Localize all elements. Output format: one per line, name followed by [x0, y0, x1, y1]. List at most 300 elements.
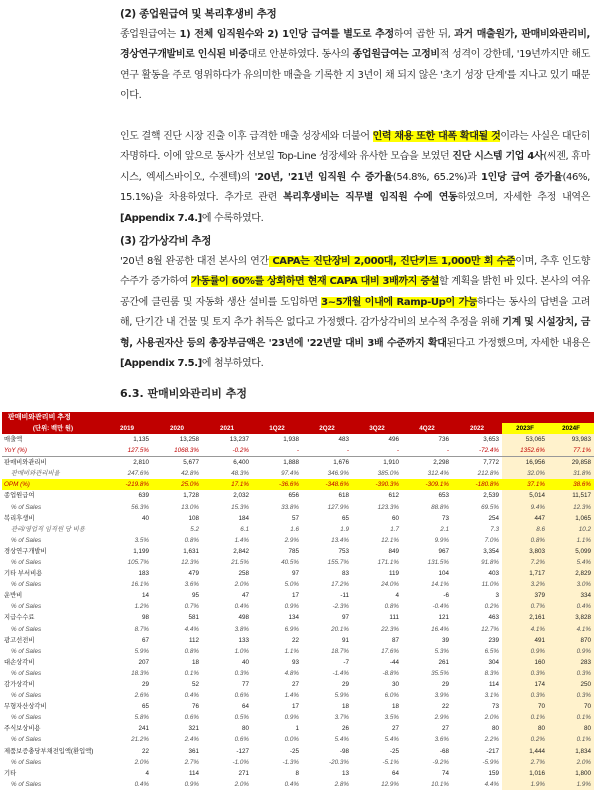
column-header: 1Q22	[252, 423, 302, 434]
table-cell: 22	[141, 747, 149, 755]
table-cell: 183	[138, 570, 149, 578]
table-cell: 0.0%	[284, 736, 299, 744]
table-cell: 60	[391, 514, 399, 522]
table-cell: 1,888	[252, 457, 302, 469]
table-cell: 3,354	[483, 547, 499, 555]
column-header: 3Q22	[352, 423, 402, 434]
table-cell: 80	[502, 723, 548, 734]
table-cell: 0.1%	[548, 734, 594, 745]
table-cell: 2,032	[233, 492, 249, 500]
table-cell: 9.9%	[434, 536, 449, 544]
bold-text: 복리후생비는 직무별 임직원 수에 연동	[282, 192, 458, 203]
table-cell: 88.8%	[431, 503, 449, 511]
row-label: % of Sales	[11, 503, 42, 511]
table-cell: 56.3%	[131, 503, 149, 511]
table-row	[2, 490, 594, 501]
row-label: % of Sales	[11, 647, 42, 655]
table-cell	[102, 524, 152, 535]
table-cell: -0.4%	[432, 603, 449, 611]
table-cell: -8.8%	[382, 669, 399, 677]
table-row	[2, 746, 594, 757]
table-cell: 1068.3%	[174, 447, 199, 455]
table-row	[2, 501, 594, 512]
table-cell: 131.5%	[427, 558, 449, 566]
row-label: % of Sales	[11, 714, 42, 722]
table-row	[2, 734, 594, 745]
text: 하다는 동사의 답변을 고려해, 단기간 내 건물 및 토지 추가 취득은 없다고 가정했다. 감가상각비의 보수적 추정을 위해	[120, 296, 591, 328]
table-cell: 97	[291, 570, 299, 578]
row-label: 무형자산상각비	[4, 703, 47, 711]
table-cell: -25	[289, 747, 299, 755]
table-cell: 80	[241, 725, 249, 733]
table-cell: 4.4%	[484, 780, 499, 788]
table-cell: 3.1%	[484, 692, 499, 700]
table-cell: 134	[288, 614, 299, 622]
row-label: 제품보증충당부채전입액(환입액)	[4, 747, 94, 755]
table-cell: 736	[438, 436, 449, 444]
table-cell: 239	[488, 636, 499, 644]
table-row	[2, 679, 594, 690]
table-cell: 18	[391, 703, 399, 711]
table-cell: 2,810	[102, 457, 152, 469]
table-cell: 2,161	[502, 612, 548, 623]
table-cell: 160	[502, 657, 548, 668]
table-cell: 1,065	[548, 513, 594, 524]
table-cell: 1.4%	[284, 692, 299, 700]
row-label: 종업원급여	[4, 492, 35, 500]
unit-label: (단위: 백만 원)	[2, 423, 102, 434]
table-cell: 0.8%	[384, 603, 399, 611]
appendix-reference: [Appendix 7.5.]	[120, 358, 202, 369]
table-cell: -309.1%	[402, 479, 452, 490]
table-cell: 40	[141, 514, 149, 522]
table-cell: 4.1%	[548, 624, 594, 635]
table-cell: 271	[238, 769, 249, 777]
section-title-sga: 6.3. 판매비와관리비 추정	[120, 387, 247, 400]
table-cell: 250	[548, 679, 594, 690]
table-cell: 53,065	[502, 434, 548, 445]
table-cell: 5.3%	[434, 647, 449, 655]
table-cell: 16.1%	[131, 581, 149, 589]
table-row	[2, 712, 594, 723]
bold-text: 1) 전체 임직원수와 2) 1인당 급여를 별도로 추정	[179, 28, 394, 40]
table-cell: 48.3%	[231, 470, 249, 478]
table-cell: 1.9%	[548, 779, 594, 790]
table-row	[2, 434, 594, 445]
table-cell: 98	[141, 614, 149, 622]
table-cell: 653	[438, 492, 449, 500]
table-cell: 261	[438, 658, 449, 666]
table-cell: 12.1%	[381, 536, 399, 544]
table-cell: 114	[188, 769, 199, 777]
table-cell: 67	[141, 636, 149, 644]
table-cell: 2.7%	[184, 758, 199, 766]
table-cell: 155.7%	[327, 558, 349, 566]
table-cell: 8.3%	[484, 669, 499, 677]
row-label: % of Sales	[11, 625, 42, 633]
table-cell: 1,717	[502, 568, 548, 579]
text: 적 성격이 강한데, '19년까지만 해도 연구 활동을 주로 영위하다가 유의미한 매출을 기록한 지 3년이 채 되지 않은 '초기 성장 단계'를 지나고 있기 때문이다.	[120, 49, 591, 101]
table-cell: 108	[188, 514, 199, 522]
column-header: 2021	[202, 423, 252, 434]
table-cell: 93	[291, 658, 299, 666]
table-cell: 22	[291, 636, 299, 644]
row-label: 기타	[4, 769, 17, 777]
table-cell: 35.5%	[431, 669, 449, 677]
table-cell: 618	[338, 492, 349, 500]
bold-text: 종업원급여는 고정비	[352, 49, 440, 60]
row-label: % of Sales	[11, 581, 42, 589]
table-cell: 29	[141, 681, 149, 689]
table-cell: 29	[341, 681, 349, 689]
table-cell: 753	[338, 547, 349, 555]
table-cell: 6.9%	[284, 625, 299, 633]
table-cell: 2.7%	[502, 757, 548, 768]
table-cell: 17.1%	[202, 479, 252, 490]
table-cell: -0.2%	[232, 447, 249, 455]
table-cell: 361	[188, 747, 199, 755]
row-label: YoY (%)	[4, 447, 27, 455]
table-cell: 1,676	[302, 457, 352, 469]
table-cell: 12.9%	[381, 780, 399, 788]
table-cell: 16,956	[502, 457, 548, 469]
row-label: 기타 부서비용	[4, 570, 43, 578]
table-cell: -127	[236, 747, 249, 755]
table-cell: 1.7	[390, 525, 399, 533]
table-cell: 247.6%	[127, 470, 149, 478]
table-cell: 304	[488, 658, 499, 666]
table-cell: 870	[548, 635, 594, 646]
table-cell: 52	[191, 681, 199, 689]
table-cell: 77.1%	[548, 445, 594, 457]
table-cell: 18	[341, 703, 349, 711]
table-cell: 3.6%	[434, 736, 449, 744]
table-cell: 1,910	[352, 457, 402, 469]
table-cell: 2.0%	[484, 714, 499, 722]
table-cell: 159	[488, 769, 499, 777]
table-cell: 5,677	[152, 457, 202, 469]
table-cell: 0.9%	[284, 603, 299, 611]
table-row	[2, 701, 594, 712]
table-cell: 0.1%	[548, 712, 594, 723]
table-cell: 40	[241, 658, 249, 666]
table-cell: 65	[141, 703, 149, 711]
table-row	[2, 535, 594, 546]
table-cell: -7	[343, 658, 349, 666]
paragraph-depreciation	[120, 252, 590, 375]
table-cell: 2.8%	[334, 780, 349, 788]
table-cell: 379	[502, 590, 548, 601]
table-cell: 76	[191, 703, 199, 711]
table-row	[2, 445, 594, 457]
table-cell: 207	[138, 658, 149, 666]
table-cell: 13,237	[229, 436, 249, 444]
table-cell: 64	[391, 769, 399, 777]
table-cell: 3.0%	[548, 579, 594, 590]
row-label: 관리/영업직 임직원 당 비용	[11, 525, 85, 533]
table-cell: 18	[191, 658, 199, 666]
table-cell: 114	[488, 681, 499, 689]
row-label: % of Sales	[11, 780, 42, 788]
column-header: 2Q22	[302, 423, 352, 434]
table-cell: -98	[339, 747, 349, 755]
text: '20년 8월 완공한 대전 본사의 연간	[120, 255, 269, 267]
sga-table	[2, 423, 594, 790]
table-cell: 0.6%	[184, 714, 199, 722]
table-row	[2, 657, 594, 668]
table-cell: 0.4%	[284, 780, 299, 788]
table-cell: 133	[238, 636, 249, 644]
table-cell: 70	[502, 701, 548, 712]
text: 하여 곱한 뒤,	[393, 28, 455, 40]
table-cell: 463	[488, 614, 499, 622]
table-row	[2, 757, 594, 768]
table-cell: -2.3%	[332, 603, 349, 611]
table-cell: 2.9%	[434, 714, 449, 722]
table-cell: 0.6%	[234, 736, 249, 744]
table-cell: -36.6%	[252, 479, 302, 490]
table-cell: -5.1%	[382, 758, 399, 766]
table-cell: 6,400	[202, 457, 252, 469]
table-cell: 2.0%	[134, 758, 149, 766]
table-cell: 127.9%	[327, 503, 349, 511]
table-cell: -1.0%	[232, 758, 249, 766]
table-cell: 7.2%	[502, 557, 548, 568]
table-cell: 5,014	[502, 490, 548, 501]
table-cell: 20.1%	[331, 625, 349, 633]
table-cell: 785	[288, 547, 299, 555]
table-cell: -6	[443, 592, 449, 600]
table-cell: -1.3%	[282, 758, 299, 766]
table-cell: 1	[295, 725, 299, 733]
table-cell: 0.4%	[134, 780, 149, 788]
table-cell: 31.8%	[548, 468, 594, 479]
table-cell: 2.9%	[284, 536, 299, 544]
table-cell: 0.3%	[234, 669, 249, 677]
table-cell: 0.4%	[234, 603, 249, 611]
table-row	[2, 723, 594, 734]
table-cell: 1.2%	[134, 603, 149, 611]
table-cell: 334	[548, 590, 594, 601]
table-cell: 80	[491, 725, 499, 733]
table-cell: 1,728	[183, 492, 199, 500]
bold-text: 기계 및 시설장치, 금형, 사용권자산 등의 총장부금액은 '23년에 '22년말 대비 3배 수준까지 확대	[120, 317, 591, 349]
table-cell: 25.0%	[152, 479, 202, 490]
table-cell: 27	[441, 725, 449, 733]
row-label: % of Sales	[11, 669, 42, 677]
table-cell: 6.0%	[384, 692, 399, 700]
table-cell: 0.9%	[284, 714, 299, 722]
paragraph-employee-benefits-1	[120, 25, 590, 107]
table-cell: 112	[188, 636, 199, 644]
table-cell: 447	[502, 513, 548, 524]
table-cell: 0.3%	[548, 690, 594, 701]
table-cell: 312.4%	[427, 470, 449, 478]
table-cell: -44	[389, 658, 399, 666]
table-cell: 1352.6%	[502, 445, 548, 457]
table-cell: 2,829	[548, 568, 594, 579]
table-cell: 3,803	[502, 546, 548, 557]
table-row	[2, 468, 594, 479]
table-cell: 254	[488, 514, 499, 522]
table-row	[2, 668, 594, 679]
table-cell: 5.4%	[334, 736, 349, 744]
table-cell: 32.0%	[502, 468, 548, 479]
table-cell: 8.6	[502, 524, 548, 535]
row-label: 경상연구개발비	[4, 547, 47, 555]
row-label: 운반비	[4, 592, 23, 600]
table-cell: 0.9%	[502, 646, 548, 657]
table-cell: 11,517	[548, 490, 594, 501]
paragraph-employee-benefits-2	[120, 127, 590, 230]
table-cell: 4.4%	[184, 625, 199, 633]
table-cell: 5.9%	[334, 692, 349, 700]
table-cell: 64	[241, 703, 249, 711]
table-cell: 91.8%	[481, 558, 499, 566]
table-cell: 346.9%	[327, 470, 349, 478]
table-cell: 1.9	[340, 525, 349, 533]
table-cell: 5.4%	[548, 557, 594, 568]
column-header-row	[2, 423, 594, 434]
table-cell: 498	[238, 614, 249, 622]
table-cell: 7,772	[452, 457, 502, 469]
text: 대로 안분하였다. 동사의	[247, 49, 353, 60]
table-cell: 3.5%	[134, 536, 149, 544]
table-cell: 93,983	[548, 434, 594, 445]
table-cell: 5,099	[548, 546, 594, 557]
table-cell: 10.2	[548, 524, 594, 535]
table-cell: 2,539	[483, 492, 499, 500]
table-cell: 1,938	[283, 436, 299, 444]
table-cell: 10.1%	[431, 780, 449, 788]
table-cell: 2,842	[233, 547, 249, 555]
table-cell: 14.1%	[431, 581, 449, 589]
table-cell: 8.7%	[134, 625, 149, 633]
row-label: 지급수수료	[4, 614, 35, 622]
table-row	[2, 779, 594, 790]
table-cell: -348.6%	[302, 479, 352, 490]
row-label: % of Sales	[11, 736, 42, 744]
table-cell: -217	[486, 747, 499, 755]
table-row	[2, 590, 594, 601]
table-cell: -	[346, 447, 349, 455]
table-cell: 491	[502, 635, 548, 646]
row-label: % of Sales	[11, 558, 42, 566]
table-cell: 40.5%	[281, 558, 299, 566]
table-cell: 2.2%	[484, 736, 499, 744]
table-cell: 1.6	[290, 525, 299, 533]
table-row	[2, 457, 594, 469]
table-cell: 5.8%	[134, 714, 149, 722]
table-cell: 0.8%	[184, 536, 199, 544]
table-cell: 17	[291, 703, 299, 711]
bold-text: 과거 매출원가, 판매비와관리비, 경상연구개발비로 인식된 비중	[120, 28, 590, 60]
sga-estimate-table	[2, 412, 594, 790]
table-cell: 0.3%	[502, 690, 548, 701]
table-cell: 24.0%	[381, 581, 399, 589]
table-cell: 83	[341, 570, 349, 578]
table-cell: -9.2%	[432, 758, 449, 766]
table-cell: 3.2%	[502, 579, 548, 590]
table-cell: 38.6%	[548, 479, 594, 490]
table-cell: -	[296, 447, 299, 455]
table-cell: 5.2	[190, 525, 199, 533]
table-cell: 22.3%	[381, 625, 399, 633]
table-cell: 0.8%	[184, 647, 199, 655]
table-cell: 3.6%	[184, 581, 199, 589]
text: (씨젠, 휴마시스, 엑세스바이오, 수젠텍)의	[120, 151, 591, 183]
text: 이라는 사실은 대단히 자명하다. 이에 앞으로 동사가 선보일 Top-Line 성장세와 유사한 모습을 보였던	[120, 130, 590, 162]
table-cell: 6.5%	[484, 647, 499, 655]
table-cell: 483	[338, 436, 349, 444]
table-cell: 104	[438, 570, 449, 578]
table-cell: 0.4%	[184, 692, 199, 700]
table-cell: 321	[188, 725, 199, 733]
table-cell: 0.7%	[184, 603, 199, 611]
section-employee-benefits	[120, 4, 590, 229]
row-label: % of Sales	[11, 758, 42, 766]
table-cell: -25	[389, 747, 399, 755]
table-cell: 2.6%	[134, 692, 149, 700]
table-row	[2, 546, 594, 557]
table-row	[2, 524, 594, 535]
table-cell: 212.8%	[477, 470, 499, 478]
table-cell: 0.7%	[502, 601, 548, 612]
table-row	[2, 557, 594, 568]
text: 종업원급여는	[120, 28, 180, 40]
bold-text: '20년, '21년 임직원 수 증가율	[254, 171, 393, 183]
table-cell: 22	[441, 703, 449, 711]
table-cell: 656	[288, 492, 299, 500]
table-cell: 13,258	[179, 436, 199, 444]
table-cell: 1,631	[183, 547, 199, 555]
table-cell: 5.4%	[384, 736, 399, 744]
table-cell: 4.8%	[284, 669, 299, 677]
table-cell: -390.3%	[352, 479, 402, 490]
table-cell: 27	[391, 725, 399, 733]
table-cell: 385.0%	[377, 470, 399, 478]
table-cell: 105.7%	[127, 558, 149, 566]
table-cell: 1.4%	[234, 536, 249, 544]
table-cell: 12.3%	[548, 501, 594, 512]
table-cell: 127.5%	[127, 447, 149, 455]
table-cell: 8	[295, 769, 299, 777]
table-cell: 479	[188, 570, 199, 578]
table-cell: 21.2%	[131, 736, 149, 744]
table-cell: 13.0%	[181, 503, 199, 511]
table-cell: 1,800	[548, 768, 594, 779]
table-cell: 95	[191, 592, 199, 600]
table-cell: -219.8%	[102, 479, 152, 490]
table-cell: 184	[238, 514, 249, 522]
table-cell: 5.0%	[284, 581, 299, 589]
table-cell: 3.9%	[434, 692, 449, 700]
column-header: 2019	[102, 423, 152, 434]
table-cell: 119	[388, 570, 399, 578]
column-header: 2022	[452, 423, 502, 434]
table-cell: 16.4%	[431, 625, 449, 633]
table-cell: -20.3%	[329, 758, 349, 766]
table-cell: 4	[145, 769, 149, 777]
table-cell: 2.0%	[234, 581, 249, 589]
table-cell: 6.1	[240, 525, 249, 533]
table-cell: 1.1%	[548, 535, 594, 546]
table-cell: 0.1%	[184, 669, 199, 677]
table-cell: 0.2%	[484, 603, 499, 611]
column-header: 2020	[152, 423, 202, 434]
table-cell: 14	[141, 592, 149, 600]
text: 하였으며, 자세한 추정 내역은	[457, 192, 590, 203]
